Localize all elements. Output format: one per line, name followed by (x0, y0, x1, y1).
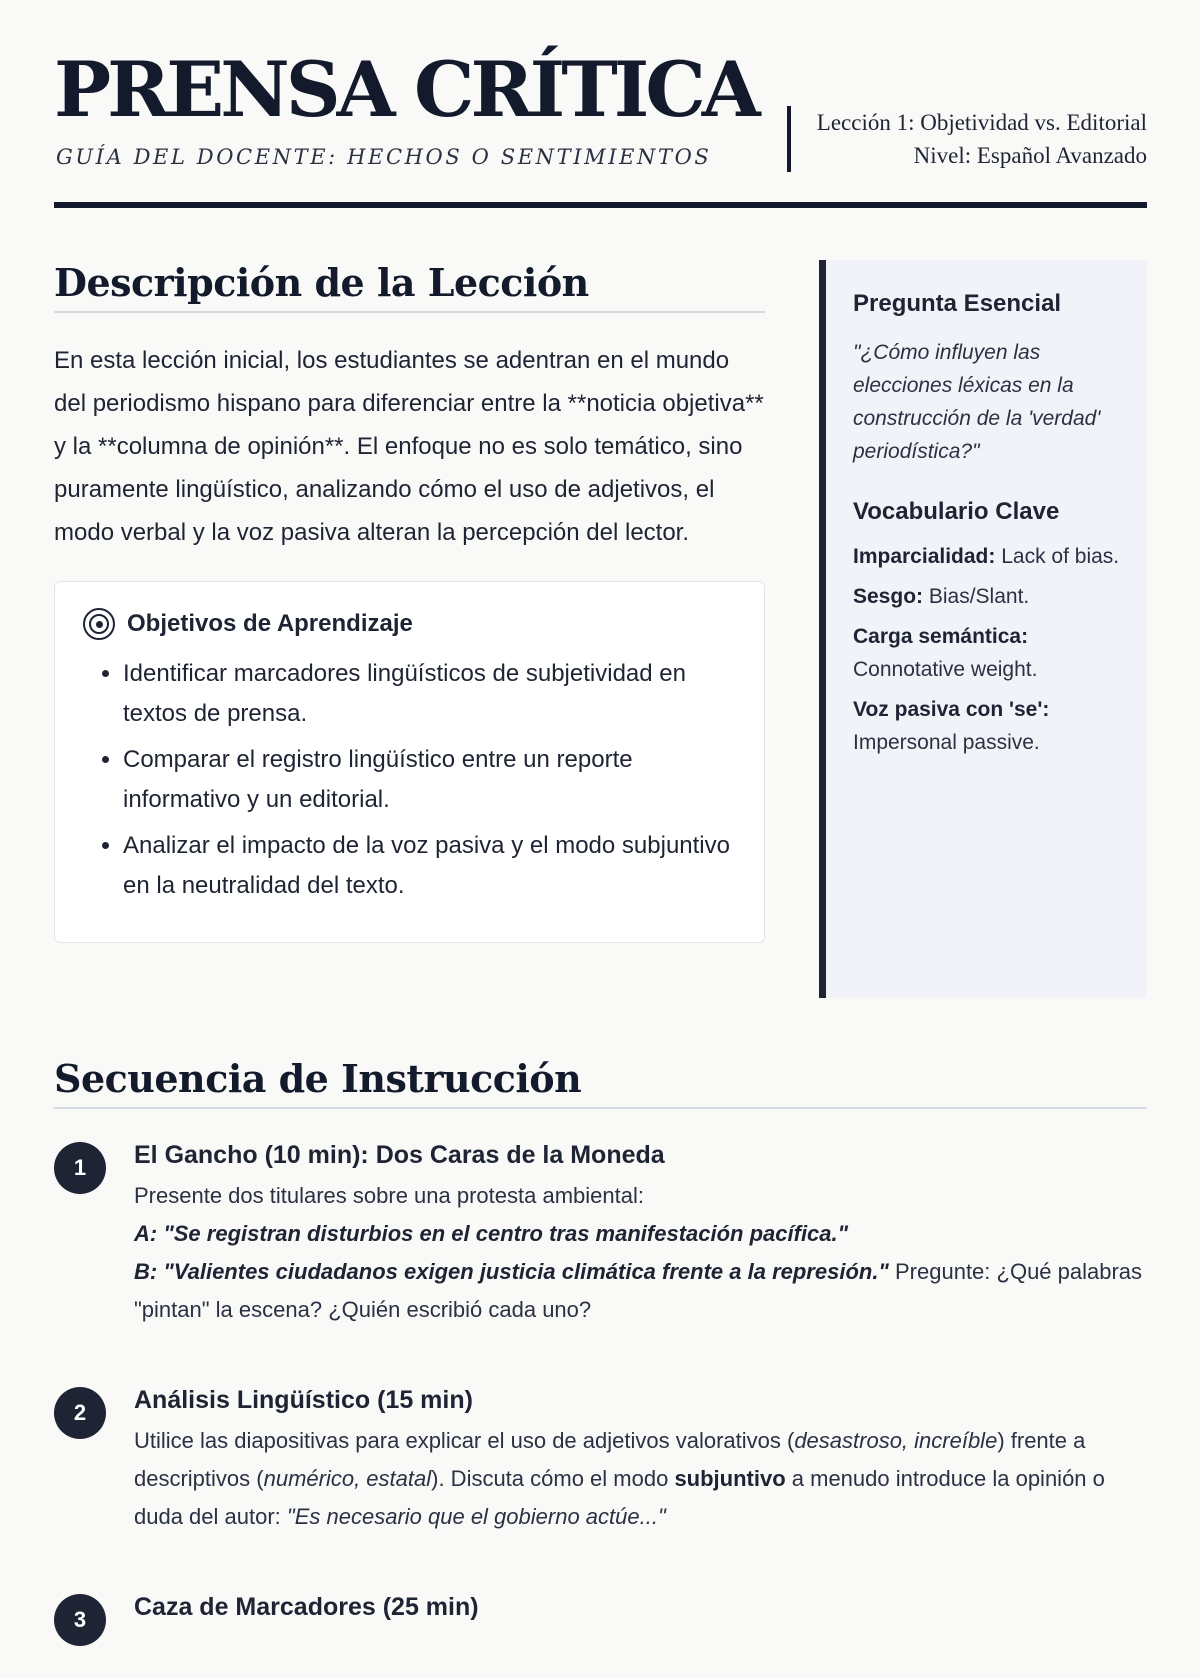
vocab-term: Voz pasiva con 'se': (853, 698, 1050, 721)
lesson-page (54, 0, 1147, 1632)
objectives-list (83, 654, 734, 906)
description-body: En esta lección inicial, los estudiantes se adentran en el mundo del periodismo hispano para diferenciar entre la **noticia objetiva** y la **columna de opinión**. El enfoque no es solo temático, sino puramente lingüístico, analizando cómo el uso de adjetivos, el modo verbal y la voz pasiva alteran la percepción del lector. (54, 347, 764, 546)
vocab-item (853, 620, 1121, 686)
headline-b: B: "Valientes ciudadanos exigen justicia climática frente a la represión." (134, 1259, 889, 1284)
vocab-definition: Bias/Slant. (928, 585, 1030, 608)
essential-question-heading: Pregunta Esencial (853, 290, 1062, 317)
step-body (134, 1177, 1147, 1329)
vocab-item (853, 580, 1121, 613)
step-example: "Es necesario que el gobierno actúe..." (286, 1504, 666, 1529)
lesson-label: Lección 1: Objetividad vs. Editorial (816, 110, 1147, 135)
vocab-definition: Impersonal passive. (853, 731, 1040, 754)
headline-b-line (134, 1253, 1147, 1329)
instruction-sequence (54, 1056, 1147, 1678)
vocab-term: Imparcialidad: (853, 545, 996, 568)
step-text: ). Discuta cómo el modo (431, 1466, 675, 1491)
lesson-meta (787, 106, 1147, 172)
sidebar (819, 260, 1147, 998)
sequence-step (54, 1384, 1147, 1536)
lesson-description (54, 260, 765, 943)
vocab-item (853, 693, 1121, 759)
sequence-heading: Secuencia de Instrucción (54, 1056, 1147, 1109)
vocab-term: Sesgo: (853, 585, 924, 608)
objectives-header (83, 608, 734, 640)
description-heading: Descripción de la Lección (54, 260, 765, 313)
objectives-card (54, 581, 765, 943)
vocab-item (853, 540, 1121, 573)
step-number-badge: 2 (54, 1387, 106, 1439)
vocabulary-list (853, 540, 1121, 759)
sequence-steps (54, 1139, 1147, 1632)
sequence-step (54, 1591, 1147, 1632)
step-text: Utilice las diapositivas para explicar el uso de adjetivos valorativos ( (134, 1428, 795, 1453)
objective-item: • Analizar el impacto de la voz pasiva y el modo subjuntivo en la neutralidad del texto. (123, 826, 734, 906)
objectives-title: Objetivos de Aprendizaje (127, 610, 413, 637)
step-body (134, 1422, 1147, 1536)
masthead (54, 0, 1147, 208)
step-intro: Presente dos titulares sobre una protesta ambiental: (134, 1183, 644, 1208)
level-label: Nivel: Español Avanzado (913, 143, 1147, 168)
step-emphasis: desastroso, increíble (794, 1428, 998, 1453)
vocab-term: Carga semántica: (853, 625, 1029, 648)
step-title: Análisis Lingüístico (15 min) (134, 1386, 473, 1414)
step-title: Caza de Marcadores (25 min) (134, 1593, 479, 1621)
vocab-definition: Lack of bias. (1001, 545, 1120, 568)
objective-item: • Identificar marcadores lingüísticos de subjetividad en textos de prensa. (123, 654, 734, 734)
publication-title: PRENSA CRÍTICA (54, 45, 757, 134)
step-text: ) frente a descriptivos ( (134, 1428, 1086, 1491)
step-number-badge: 1 (54, 1142, 106, 1194)
headline-a: A: "Se registran disturbios en el centro tras manifestación pacífica." (134, 1221, 849, 1246)
objective-item: • Comparar el registro lingüístico entre un reporte informativo y un editorial. (123, 740, 734, 820)
sequence-step (54, 1139, 1147, 1329)
step-title: El Gancho (10 min): Dos Caras de la Moneda (134, 1141, 665, 1169)
target-icon (83, 608, 115, 640)
vocab-definition: Connotative weight. (853, 658, 1038, 681)
vocabulary-heading: Vocabulario Clave (853, 498, 1060, 525)
step-number-badge: 3 (54, 1594, 106, 1646)
step-strong: subjuntivo (674, 1466, 786, 1491)
step-emphasis: numérico, estatal (263, 1466, 432, 1491)
publication-subtitle: GUÍA DEL DOCENTE: HECHOS O SENTIMIENTOS (56, 145, 712, 169)
step-text: a menudo introduce la opinión o duda del autor: (134, 1466, 1105, 1529)
step-question: Pregunte: ¿Qué palabras "pintan" la escena? ¿Quién escribió cada uno? (134, 1259, 1143, 1322)
essential-question: "¿Cómo influyen las elecciones léxicas en la construcción de la 'verdad' periodística?" (853, 341, 1101, 463)
